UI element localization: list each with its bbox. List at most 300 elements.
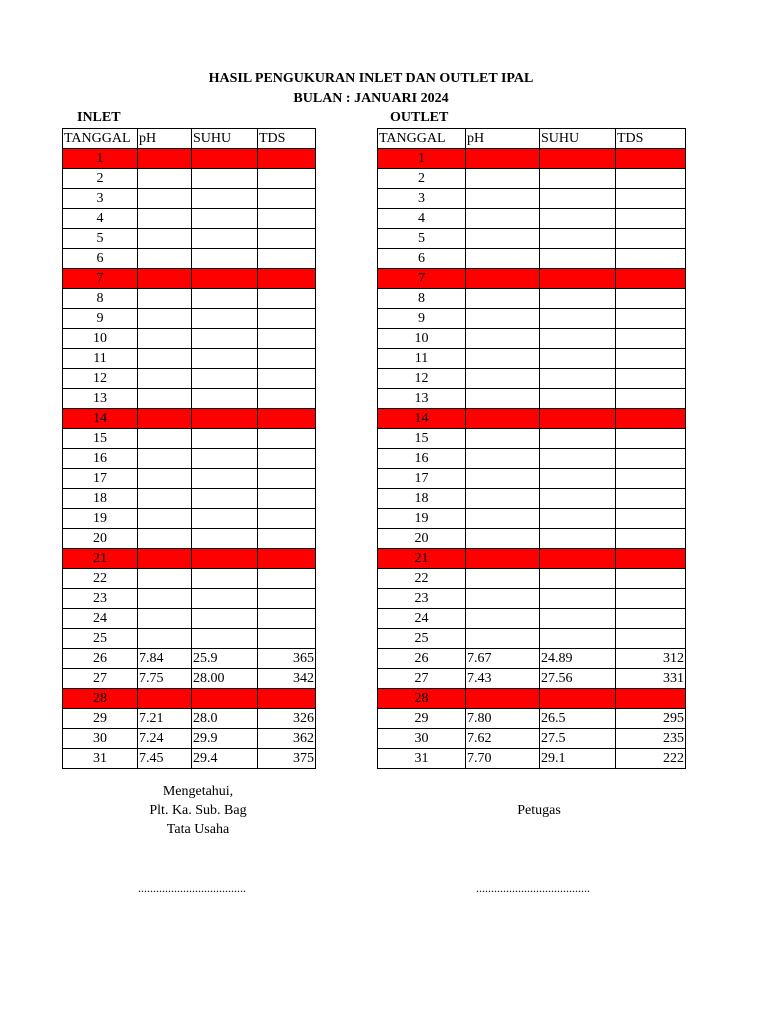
table-row xyxy=(63,389,316,409)
cell-suhu xyxy=(540,229,616,249)
cell-ph xyxy=(138,609,192,629)
cell-tanggal: 12 xyxy=(378,369,466,389)
table-row xyxy=(63,729,316,749)
table-row xyxy=(378,329,686,349)
cell-tds xyxy=(616,609,686,629)
cell-suhu xyxy=(540,569,616,589)
cell-ph xyxy=(138,489,192,509)
cell-tanggal: 18 xyxy=(378,489,466,509)
cell-tanggal: 6 xyxy=(378,249,466,269)
cell-tanggal: 20 xyxy=(63,529,138,549)
cell-tds: 312 xyxy=(616,649,686,669)
table-row xyxy=(63,189,316,209)
table-row xyxy=(378,529,686,549)
cell-tds xyxy=(258,149,316,169)
outlet-table xyxy=(377,128,686,769)
cell-ph xyxy=(466,569,540,589)
cell-ph xyxy=(138,269,192,289)
header-suhu: SUHU xyxy=(540,129,616,149)
cell-tanggal: 23 xyxy=(63,589,138,609)
cell-tds xyxy=(616,409,686,429)
table-row xyxy=(63,149,316,169)
cell-tanggal: 24 xyxy=(63,609,138,629)
cell-suhu xyxy=(540,409,616,429)
cell-suhu xyxy=(192,249,258,269)
signatory-unit: Tata Usaha xyxy=(166,822,230,837)
cell-tanggal: 25 xyxy=(378,629,466,649)
table-row xyxy=(378,489,686,509)
table-row xyxy=(63,349,316,369)
cell-ph xyxy=(138,629,192,649)
cell-tds xyxy=(616,529,686,549)
cell-tanggal: 31 xyxy=(63,749,138,769)
cell-tds xyxy=(258,229,316,249)
cell-tds xyxy=(258,309,316,329)
table-row xyxy=(378,749,686,769)
cell-tanggal: 10 xyxy=(63,329,138,349)
cell-tds xyxy=(616,269,686,289)
cell-suhu xyxy=(192,609,258,629)
cell-suhu xyxy=(192,209,258,229)
cell-tds xyxy=(258,529,316,549)
cell-tds xyxy=(258,209,316,229)
cell-suhu xyxy=(192,629,258,649)
inlet-header-row xyxy=(63,129,316,149)
cell-tanggal: 13 xyxy=(378,389,466,409)
cell-suhu xyxy=(192,449,258,469)
cell-suhu xyxy=(192,569,258,589)
cell-ph xyxy=(138,329,192,349)
cell-ph xyxy=(466,609,540,629)
table-row xyxy=(63,529,316,549)
cell-suhu xyxy=(192,269,258,289)
cell-ph xyxy=(466,249,540,269)
cell-ph xyxy=(466,149,540,169)
cell-tanggal: 27 xyxy=(378,669,466,689)
cell-tanggal: 2 xyxy=(378,169,466,189)
cell-tds xyxy=(616,289,686,309)
cell-tanggal: 5 xyxy=(63,229,138,249)
cell-tanggal: 5 xyxy=(378,229,466,249)
table-row xyxy=(378,449,686,469)
cell-ph xyxy=(138,469,192,489)
table-row xyxy=(63,689,316,709)
cell-ph xyxy=(466,269,540,289)
cell-tds xyxy=(258,189,316,209)
cell-suhu xyxy=(192,309,258,329)
inlet-section-label: INLET xyxy=(77,110,121,125)
officer-label: Petugas xyxy=(517,803,561,818)
cell-tanggal: 17 xyxy=(378,469,466,489)
cell-tds xyxy=(258,389,316,409)
cell-tds xyxy=(616,189,686,209)
cell-tanggal: 15 xyxy=(63,429,138,449)
table-row xyxy=(63,429,316,449)
cell-suhu xyxy=(192,389,258,409)
cell-tanggal: 8 xyxy=(378,289,466,309)
cell-suhu xyxy=(540,469,616,489)
cell-suhu xyxy=(192,429,258,449)
cell-ph: 7.70 xyxy=(466,749,540,769)
header-tanggal: TANGGAL xyxy=(378,129,466,149)
cell-tanggal: 29 xyxy=(378,709,466,729)
cell-suhu: 25.9 xyxy=(192,649,258,669)
cell-suhu xyxy=(540,289,616,309)
cell-suhu xyxy=(192,469,258,489)
cell-tds xyxy=(616,489,686,509)
cell-tds xyxy=(258,549,316,569)
table-row xyxy=(63,329,316,349)
cell-tds xyxy=(258,329,316,349)
table-row xyxy=(378,609,686,629)
table-row xyxy=(378,729,686,749)
cell-tds: 375 xyxy=(258,749,316,769)
cell-tds xyxy=(616,389,686,409)
table-row xyxy=(63,569,316,589)
cell-suhu xyxy=(192,689,258,709)
table-row xyxy=(378,409,686,429)
cell-suhu xyxy=(192,489,258,509)
cell-suhu: 29.1 xyxy=(540,749,616,769)
cell-tds xyxy=(258,369,316,389)
cell-ph xyxy=(466,469,540,489)
cell-suhu xyxy=(192,369,258,389)
cell-suhu xyxy=(540,189,616,209)
table-row xyxy=(63,209,316,229)
cell-suhu: 24.89 xyxy=(540,649,616,669)
cell-tds xyxy=(616,629,686,649)
cell-suhu xyxy=(192,149,258,169)
cell-tanggal: 16 xyxy=(63,449,138,469)
header-ph: pH xyxy=(466,129,540,149)
cell-tds xyxy=(616,369,686,389)
cell-suhu xyxy=(540,329,616,349)
table-row xyxy=(378,629,686,649)
table-row xyxy=(63,229,316,249)
cell-tds xyxy=(616,309,686,329)
cell-tanggal: 8 xyxy=(63,289,138,309)
cell-suhu xyxy=(192,589,258,609)
cell-tds xyxy=(616,469,686,489)
cell-tds xyxy=(258,409,316,429)
cell-tanggal: 7 xyxy=(63,269,138,289)
cell-tds: 235 xyxy=(616,729,686,749)
table-row xyxy=(378,389,686,409)
cell-tds xyxy=(616,509,686,529)
table-row xyxy=(378,569,686,589)
cell-tanggal: 11 xyxy=(63,349,138,369)
cell-tds xyxy=(616,229,686,249)
cell-ph xyxy=(138,449,192,469)
cell-ph xyxy=(466,389,540,409)
outlet-section-label: OUTLET xyxy=(390,110,449,125)
cell-ph xyxy=(138,509,192,529)
cell-ph xyxy=(466,189,540,209)
table-row xyxy=(63,629,316,649)
document-title: HASIL PENGUKURAN INLET DAN OUTLET IPAL xyxy=(208,71,534,86)
cell-tanggal: 15 xyxy=(378,429,466,449)
table-row xyxy=(378,589,686,609)
cell-tds xyxy=(616,689,686,709)
cell-tanggal: 19 xyxy=(63,509,138,529)
table-row xyxy=(378,509,686,529)
cell-suhu xyxy=(540,169,616,189)
cell-ph xyxy=(466,429,540,449)
cell-tds xyxy=(258,269,316,289)
cell-tanggal: 26 xyxy=(378,649,466,669)
cell-ph xyxy=(466,549,540,569)
cell-tds xyxy=(258,589,316,609)
cell-tanggal: 4 xyxy=(378,209,466,229)
table-row xyxy=(63,409,316,429)
cell-tanggal: 3 xyxy=(378,189,466,209)
cell-tanggal: 31 xyxy=(378,749,466,769)
signature-block-left xyxy=(98,782,298,839)
table-row xyxy=(378,369,686,389)
cell-ph xyxy=(138,229,192,249)
cell-tanggal: 25 xyxy=(63,629,138,649)
cell-ph xyxy=(466,509,540,529)
cell-tanggal: 24 xyxy=(378,609,466,629)
table-row xyxy=(378,169,686,189)
cell-tanggal: 27 xyxy=(63,669,138,689)
table-row xyxy=(63,509,316,529)
cell-suhu xyxy=(192,229,258,249)
cell-ph xyxy=(138,289,192,309)
cell-suhu xyxy=(540,589,616,609)
cell-suhu xyxy=(192,409,258,429)
table-row xyxy=(378,469,686,489)
cell-tds xyxy=(258,629,316,649)
cell-ph xyxy=(138,349,192,369)
cell-suhu: 27.5 xyxy=(540,729,616,749)
cell-tds: 295 xyxy=(616,709,686,729)
cell-ph xyxy=(138,549,192,569)
table-row xyxy=(378,189,686,209)
cell-ph xyxy=(138,149,192,169)
header-tanggal: TANGGAL xyxy=(63,129,138,149)
cell-tds xyxy=(616,209,686,229)
cell-tanggal: 28 xyxy=(63,689,138,709)
cell-ph xyxy=(138,569,192,589)
cell-suhu xyxy=(540,349,616,369)
table-row xyxy=(378,249,686,269)
cell-ph xyxy=(466,369,540,389)
cell-tds xyxy=(258,449,316,469)
inlet-table xyxy=(62,128,316,769)
cell-tanggal: 16 xyxy=(378,449,466,469)
cell-tanggal: 1 xyxy=(378,149,466,169)
table-row xyxy=(63,449,316,469)
cell-ph xyxy=(466,349,540,369)
cell-suhu xyxy=(540,629,616,649)
cell-suhu xyxy=(192,289,258,309)
cell-tanggal: 22 xyxy=(378,569,466,589)
cell-ph xyxy=(466,489,540,509)
cell-tanggal: 26 xyxy=(63,649,138,669)
cell-suhu xyxy=(540,509,616,529)
cell-tds xyxy=(616,589,686,609)
cell-tanggal: 30 xyxy=(63,729,138,749)
cell-tds xyxy=(616,149,686,169)
cell-tds xyxy=(258,429,316,449)
cell-tds: 331 xyxy=(616,669,686,689)
cell-suhu xyxy=(192,549,258,569)
table-row xyxy=(63,609,316,629)
cell-tds xyxy=(616,449,686,469)
cell-ph: 7.62 xyxy=(466,729,540,749)
cell-suhu xyxy=(540,429,616,449)
signatory-title: Plt. Ka. Sub. Bag xyxy=(149,803,247,818)
table-row xyxy=(63,169,316,189)
cell-suhu xyxy=(540,149,616,169)
cell-tds xyxy=(616,249,686,269)
table-row xyxy=(63,249,316,269)
cell-tanggal: 21 xyxy=(63,549,138,569)
table-row xyxy=(378,429,686,449)
cell-suhu xyxy=(540,309,616,329)
table-row xyxy=(63,289,316,309)
cell-tds xyxy=(258,609,316,629)
table-row xyxy=(63,549,316,569)
cell-tds xyxy=(258,489,316,509)
header-tds: TDS xyxy=(616,129,686,149)
cell-ph: 7.67 xyxy=(466,649,540,669)
cell-ph: 7.80 xyxy=(466,709,540,729)
cell-ph xyxy=(466,329,540,349)
cell-ph xyxy=(138,589,192,609)
cell-ph: 7.84 xyxy=(138,649,192,669)
header-tds: TDS xyxy=(258,129,316,149)
cell-suhu xyxy=(540,609,616,629)
cell-tanggal: 21 xyxy=(378,549,466,569)
acknowledged-label: Mengetahui, xyxy=(162,784,234,799)
cell-suhu: 29.4 xyxy=(192,749,258,769)
table-row xyxy=(378,309,686,329)
cell-tanggal: 22 xyxy=(63,569,138,589)
cell-tds: 326 xyxy=(258,709,316,729)
cell-tds: 342 xyxy=(258,669,316,689)
cell-tds xyxy=(258,349,316,369)
cell-tds xyxy=(616,429,686,449)
cell-tds xyxy=(258,249,316,269)
cell-ph: 7.75 xyxy=(138,669,192,689)
cell-ph xyxy=(138,389,192,409)
cell-ph xyxy=(138,369,192,389)
cell-suhu xyxy=(540,269,616,289)
table-row xyxy=(63,269,316,289)
cell-suhu xyxy=(192,349,258,369)
cell-suhu: 28.0 xyxy=(192,709,258,729)
signature-line-right: ...................................... xyxy=(476,881,590,895)
cell-suhu xyxy=(540,529,616,549)
cell-ph: 7.24 xyxy=(138,729,192,749)
cell-ph: 7.43 xyxy=(466,669,540,689)
cell-tanggal: 19 xyxy=(378,509,466,529)
cell-ph xyxy=(138,169,192,189)
cell-suhu: 28.00 xyxy=(192,669,258,689)
cell-suhu xyxy=(192,329,258,349)
table-row xyxy=(63,709,316,729)
table-row xyxy=(378,229,686,249)
cell-suhu xyxy=(192,169,258,189)
cell-ph xyxy=(466,289,540,309)
cell-ph xyxy=(138,189,192,209)
cell-tds xyxy=(258,689,316,709)
table-row xyxy=(378,269,686,289)
cell-tds xyxy=(616,549,686,569)
cell-ph xyxy=(138,529,192,549)
document-subtitle-month: BULAN : JANUARI 2024 xyxy=(293,91,449,106)
cell-tds xyxy=(258,169,316,189)
table-row xyxy=(63,749,316,769)
signature-block-right xyxy=(439,801,639,820)
table-row xyxy=(63,489,316,509)
cell-ph xyxy=(138,249,192,269)
cell-tds xyxy=(258,289,316,309)
table-row xyxy=(378,669,686,689)
cell-suhu: 29.9 xyxy=(192,729,258,749)
cell-tanggal: 18 xyxy=(63,489,138,509)
cell-suhu xyxy=(540,549,616,569)
table-row xyxy=(378,149,686,169)
cell-tanggal: 1 xyxy=(63,149,138,169)
cell-ph xyxy=(138,209,192,229)
table-row xyxy=(378,289,686,309)
cell-tanggal: 17 xyxy=(63,469,138,489)
table-row xyxy=(63,589,316,609)
cell-tds xyxy=(258,469,316,489)
cell-suhu xyxy=(540,489,616,509)
cell-ph xyxy=(138,309,192,329)
cell-ph xyxy=(466,449,540,469)
cell-ph xyxy=(138,689,192,709)
header-ph: pH xyxy=(138,129,192,149)
cell-suhu xyxy=(540,449,616,469)
cell-ph xyxy=(466,309,540,329)
cell-ph xyxy=(466,629,540,649)
cell-tanggal: 9 xyxy=(378,309,466,329)
cell-tds xyxy=(616,349,686,369)
cell-suhu xyxy=(192,189,258,209)
cell-ph xyxy=(466,409,540,429)
table-row xyxy=(63,469,316,489)
header-suhu: SUHU xyxy=(192,129,258,149)
table-row xyxy=(378,349,686,369)
cell-suhu xyxy=(540,369,616,389)
table-row xyxy=(378,689,686,709)
cell-tanggal: 23 xyxy=(378,589,466,609)
cell-tanggal: 14 xyxy=(378,409,466,429)
table-row xyxy=(378,649,686,669)
cell-tanggal: 7 xyxy=(378,269,466,289)
cell-ph: 7.45 xyxy=(138,749,192,769)
table-row xyxy=(378,709,686,729)
cell-ph: 7.21 xyxy=(138,709,192,729)
cell-ph xyxy=(138,429,192,449)
cell-tanggal: 10 xyxy=(378,329,466,349)
table-row xyxy=(63,669,316,689)
cell-tds xyxy=(616,169,686,189)
table-row xyxy=(63,369,316,389)
cell-ph xyxy=(466,229,540,249)
cell-tds xyxy=(616,569,686,589)
table-row xyxy=(378,549,686,569)
cell-tanggal: 20 xyxy=(378,529,466,549)
cell-tanggal: 6 xyxy=(63,249,138,269)
signature-line-left: .................................... xyxy=(138,881,246,895)
cell-tds xyxy=(616,329,686,349)
